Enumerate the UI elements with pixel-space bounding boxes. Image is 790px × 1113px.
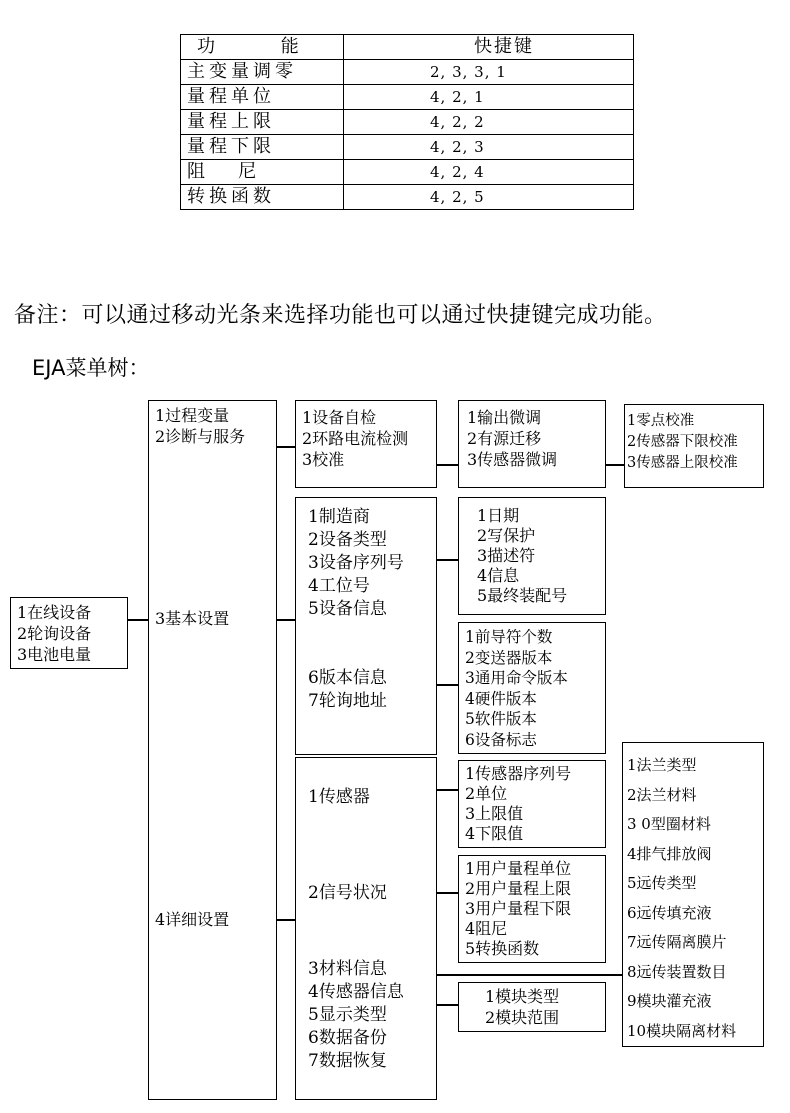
row-keys: 4, 2, 4 xyxy=(344,160,634,185)
menu-item[interactable]: 6设备标志 xyxy=(465,730,537,749)
menu-item[interactable]: 5软件版本 xyxy=(465,710,537,728)
menu-item[interactable]: 6版本信息 xyxy=(308,668,387,688)
menu-item[interactable]: 9模块灌充液 xyxy=(627,992,712,1010)
menu-item[interactable]: 5转换函数 xyxy=(465,939,540,958)
menu-item[interactable]: 1零点校准 xyxy=(627,413,695,429)
menu-item[interactable]: 7数据恢复 xyxy=(308,1051,387,1071)
menu-item[interactable]: 1法兰类型 xyxy=(627,756,697,774)
header-keys: 快捷键 xyxy=(344,35,634,60)
menu-item[interactable]: 1设备自检 xyxy=(302,408,377,427)
menu-item[interactable]: 1日期 xyxy=(477,506,520,525)
menu-item[interactable]: 5显示类型 xyxy=(308,1005,387,1025)
row-keys: 4, 2, 1 xyxy=(344,85,634,110)
menu-item[interactable]: 3传感器微调 xyxy=(467,450,558,469)
row-keys: 4, 2, 3 xyxy=(344,135,634,160)
menu-item[interactable]: 3 0型圈材料 xyxy=(627,815,711,833)
menu-item[interactable]: 4传感器信息 xyxy=(308,982,404,1002)
menu-item[interactable]: 3电池电量 xyxy=(17,645,92,664)
menu-item[interactable]: 4排气排放阀 xyxy=(627,844,712,863)
root-menu xyxy=(10,597,128,669)
row-keys: 4, 2, 5 xyxy=(344,185,634,210)
menu-item[interactable]: 2模块范围 xyxy=(485,1008,560,1027)
menu-item[interactable]: 3材料信息 xyxy=(308,959,387,979)
row-keys: 2, 3, 3, 1 xyxy=(344,60,634,85)
menu-item[interactable]: 2单位 xyxy=(465,784,508,803)
menu-item[interactable]: 3传感器上限校准 xyxy=(627,455,738,471)
version-info-menu xyxy=(458,622,606,754)
menu-item[interactable]: 1制造商 xyxy=(308,507,370,527)
sensor-trim-menu xyxy=(624,404,764,488)
menu-item[interactable]: 10模块隔离材料 xyxy=(627,1021,737,1040)
menu-item[interactable]: 6数据备份 xyxy=(308,1028,387,1048)
menu-item[interactable]: 5远传类型 xyxy=(627,874,697,892)
menu-item[interactable]: 4信息 xyxy=(477,566,520,585)
menu-item[interactable]: 4工位号 xyxy=(308,576,370,596)
menu-item[interactable]: 3上限值 xyxy=(465,804,524,823)
menu-item[interactable]: 1用户量程单位 xyxy=(465,859,572,878)
calibration-menu xyxy=(458,400,606,488)
menu-item[interactable]: 3描述符 xyxy=(477,546,536,565)
basic-setup-menu xyxy=(295,497,437,755)
menu-item[interactable]: 4阻尼 xyxy=(465,919,508,938)
menu-item[interactable]: 2设备类型 xyxy=(308,530,387,550)
menu-item[interactable]: 2轮询设备 xyxy=(17,624,92,643)
remark-note: 备注：可以通过移动光条来选择功能也可以通过快捷键完成功能。 xyxy=(14,303,667,328)
menu-item[interactable]: 1传感器 xyxy=(308,787,370,807)
menu-item[interactable]: 2有源迁移 xyxy=(467,429,542,448)
menu-item[interactable]: 8远传装置数目 xyxy=(627,962,727,981)
row-function: 量程单位 xyxy=(181,85,344,110)
menu-item[interactable]: 2用户量程上限 xyxy=(465,879,572,898)
menu-item[interactable]: 2传感器下限校准 xyxy=(627,434,738,450)
menu-item[interactable]: 3通用命令版本 xyxy=(465,669,568,687)
menu-item[interactable]: 2法兰材料 xyxy=(627,785,697,804)
menu-item[interactable]: 2诊断与服务 xyxy=(155,427,246,446)
menu-item[interactable]: 3设备序列号 xyxy=(308,553,404,573)
material-items-menu xyxy=(622,742,764,1047)
level1-menu xyxy=(148,400,277,1100)
diagnostics-menu xyxy=(295,400,437,488)
row-keys: 4, 2, 2 xyxy=(344,110,634,135)
menu-item[interactable]: 2信号状况 xyxy=(308,883,387,903)
menu-item[interactable]: 5最终装配号 xyxy=(477,586,568,605)
device-info-menu xyxy=(458,497,606,615)
menu-item[interactable]: 3校准 xyxy=(302,450,345,469)
menu-tree-title: EJA菜单树： xyxy=(32,356,150,380)
menu-item[interactable]: 1在线设备 xyxy=(17,603,92,622)
menu-item[interactable]: 6远传填充液 xyxy=(627,903,712,922)
menu-item[interactable]: 1前导符个数 xyxy=(465,628,553,646)
row-function: 量程下限 xyxy=(181,135,344,160)
menu-item[interactable]: 4详细设置 xyxy=(155,910,230,929)
detail-bottom-group xyxy=(308,958,404,1073)
row-function: 主变量调零 xyxy=(181,60,344,85)
module-items-menu xyxy=(458,982,606,1032)
row-function: 阻 尼 xyxy=(181,160,344,185)
menu-item[interactable]: 4硬件版本 xyxy=(465,689,537,708)
menu-item[interactable]: 7轮询地址 xyxy=(308,691,387,711)
detail-setup-menu xyxy=(295,757,437,1100)
row-function: 转换函数 xyxy=(181,185,344,210)
menu-item[interactable]: 2变送器版本 xyxy=(465,648,553,667)
menu-item[interactable]: 3基本设置 xyxy=(155,609,230,628)
menu-item[interactable]: 2环路电流检测 xyxy=(302,429,409,448)
row-function: 量程上限 xyxy=(181,110,344,135)
menu-item[interactable]: 2写保护 xyxy=(477,526,536,545)
menu-item[interactable]: 1模块类型 xyxy=(485,987,560,1006)
menu-item[interactable]: 1传感器序列号 xyxy=(465,764,572,783)
header-function: 功 能 xyxy=(181,35,344,60)
menu-item[interactable]: 7远传隔离膜片 xyxy=(627,933,727,951)
menu-item[interactable]: 1过程变量 xyxy=(155,406,230,425)
signal-items-menu xyxy=(458,855,606,963)
menu-item[interactable]: 3用户量程下限 xyxy=(465,899,572,918)
sensor-items-menu xyxy=(458,760,606,848)
menu-item[interactable]: 4下限值 xyxy=(465,824,524,843)
menu-item[interactable]: 1输出微调 xyxy=(467,408,542,427)
menu-item[interactable]: 5设备信息 xyxy=(308,599,387,619)
